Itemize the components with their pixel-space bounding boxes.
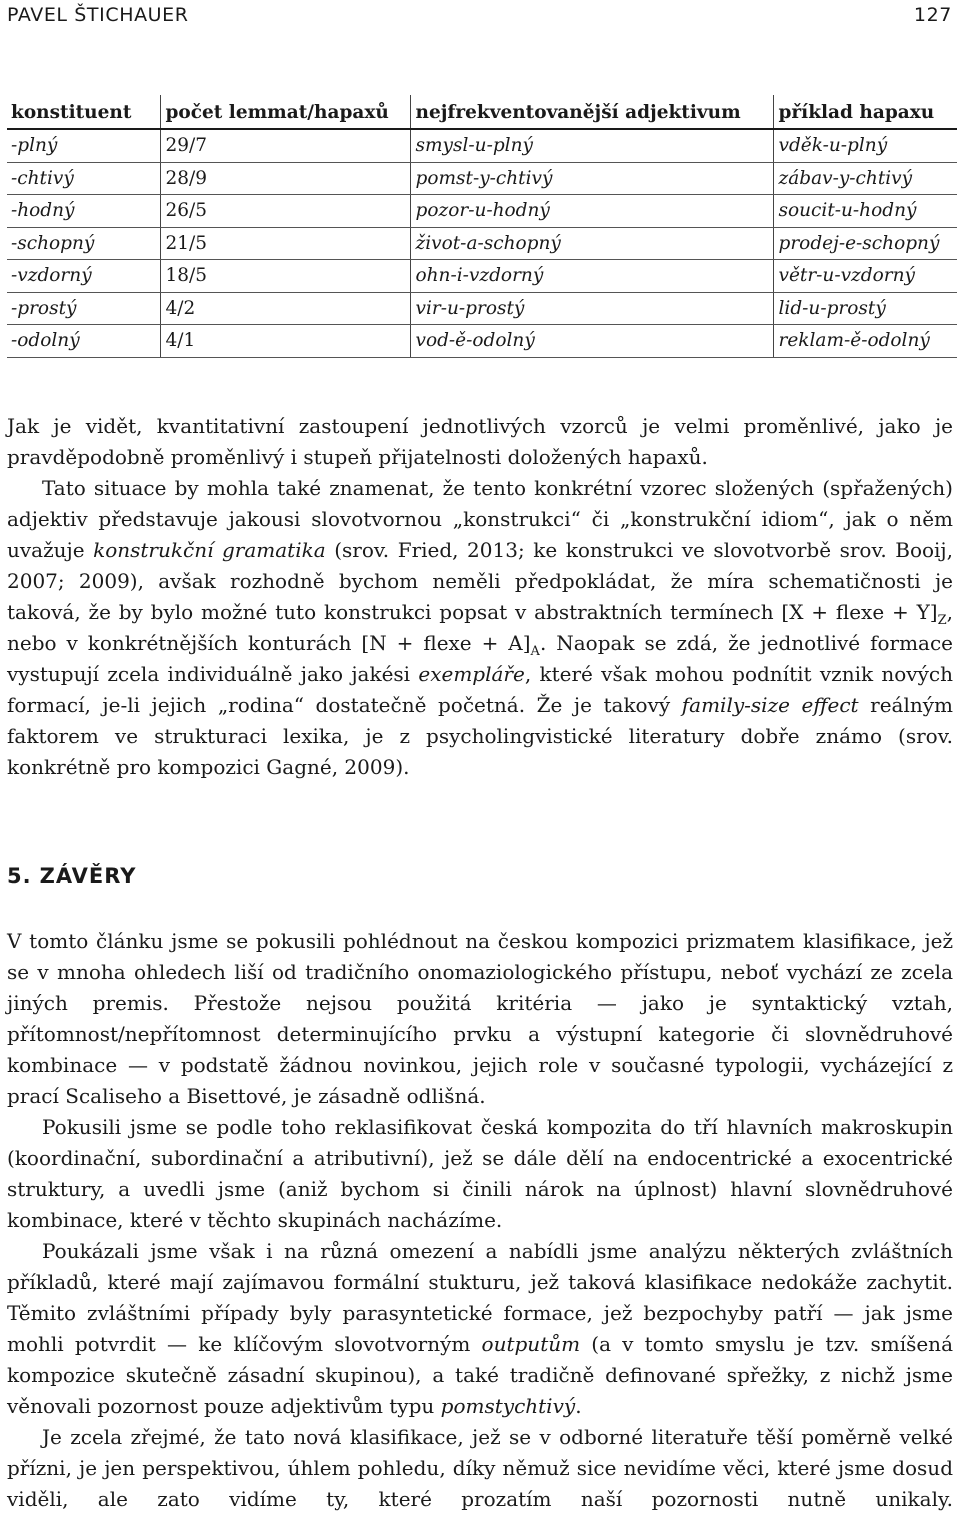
table-cell-frequent: smysl-u-plný <box>410 129 773 162</box>
table-row <box>7 292 957 325</box>
column-header-constituent: konstituent <box>7 95 160 129</box>
table-cell-constituent: -prostý <box>7 292 160 325</box>
table-cell-hapax: lid-u-prostý <box>773 292 957 325</box>
subscript: Z <box>937 613 947 628</box>
compound-adjective-table <box>7 95 957 358</box>
paragraph: Jak je vidět, kvantitativní zastoupení jednotlivých vzorců je velmi proměnlivé, jako je pravděpodobně proměnlivý i stupeň přijatelnosti doložených hapaxů. <box>7 414 953 469</box>
table-cell-constituent: -chtivý <box>7 162 160 195</box>
text-run: . <box>575 1394 582 1418</box>
table-cell-frequent: pomst-y-chtivý <box>410 162 773 195</box>
text-run: (a v tomto smyslu je tzv. smíšená kompozice skutečně zásadní skupinou), a také tradičně definované spřežky, z nichž jsme věnovali pozornost pouze adjektivům typu <box>7 1332 953 1418</box>
subscript: A <box>530 644 540 659</box>
table-cell-hapax: soucit-u-hodný <box>773 195 957 228</box>
table-cell-hapax: zábav-y-chtivý <box>773 162 957 195</box>
text-run: , nebo v konkrétnějších konturách [N + flexe + A] <box>7 600 953 655</box>
text-run: reálným faktorem ve strukturaci lexika, je z psycholingvistické literatury dobře známo (srov. konkrétně pro kompozici Gagné, 2009). <box>7 693 953 779</box>
column-header-most-frequent: nejfrekventovanější adjektivum <box>410 95 773 129</box>
emphasis: family-size effect <box>681 693 859 717</box>
table-cell-constituent: -hodný <box>7 195 160 228</box>
table-cell-count: 4/2 <box>160 292 410 325</box>
paragraph: Pokusili jsme se podle toho reklasifikovat česká kompozita do tří hlavních makroskupin (koordinační, subordinační a atributivní), jež se dále dělí na endocentrické a exocentrické struktury, a uvedli jsme (aniž bychom si činili nárok na úplnost) hlavní slovnědruhové kombinace, které v těchto skupinách nacházíme. <box>7 1115 953 1232</box>
table-cell-count: 26/5 <box>160 195 410 228</box>
body-text-block <box>7 411 953 783</box>
table-cell-hapax: vděk-u-plný <box>773 129 957 162</box>
emphasis: outputům <box>481 1332 581 1356</box>
table-cell-frequent: ohn-i-vzdorný <box>410 260 773 293</box>
table-cell-hapax: reklam-ě-odolný <box>773 325 957 358</box>
running-head <box>7 4 952 28</box>
table-row <box>7 260 957 293</box>
table-cell-constituent: -schopný <box>7 227 160 260</box>
column-header-lemma-count: počet lemmat/hapaxů <box>160 95 410 129</box>
section-title: ZÁVĚRY <box>39 864 137 888</box>
table-cell-constituent: -plný <box>7 129 160 162</box>
table-row <box>7 162 957 195</box>
page-number: 127 <box>913 4 952 26</box>
table-cell-hapax: větr-u-vzdorný <box>773 260 957 293</box>
column-header-hapax-example: příklad hapaxu <box>773 95 957 129</box>
table-cell-frequent: vod-ě-odolný <box>410 325 773 358</box>
paragraph: Je zcela zřejmé, že tato nová klasifikace, jež se v odborné literatuře těší poměrně velké přízni, je jen perspektivou, úhlem pohledu, díky němuž sice nevidíme věci, které jsme dosud viděli, ale zato vidíme ty, které prozatím naší pozornosti nutně unikaly. <box>7 1425 953 1511</box>
table-cell-frequent: život-a-schopný <box>410 227 773 260</box>
emphasis: pomstychtivý <box>440 1394 576 1418</box>
table-cell-count: 4/1 <box>160 325 410 358</box>
table-row <box>7 195 957 228</box>
conclusions-text-block <box>7 926 953 1515</box>
paragraph: V tomto článku jsme se pokusili pohlédnout na českou kompozici prizmatem klasifikace, jež se v mnoha ohledech liší od tradičního onomaziologického přístupu, neboť vychází ze zcela jiných premis. Přestože nejsou použitá kritéria — jako je syntaktický vztah, přítomnost/nepřítomnost determinujícího prvku a výstupní kategorie či slovnědruhové kombinace — v podstatě žádnou novinkou, jejich role v současné typologii, vycházející z prací Scaliseho a Bisettové, je zásadně odlišná. <box>7 929 953 1108</box>
table-row <box>7 129 957 162</box>
table-cell-hapax: prodej-e-schopný <box>773 227 957 260</box>
text-run: Poukázali jsme však i na různá omezení a nabídli jsme analýzu některých zvláštních příkladů, které mají zajímavou formální stukturu, jež taková klasifikace nedokáže zachytit. Těmito zvláštními případy byly parasyntetické formace, jež bezpochyby patří — jak jsme mohli potvrdit — ke klíčovým slovotvorným <box>7 1239 953 1356</box>
table-row <box>7 325 957 358</box>
section-number: 5. <box>7 864 32 888</box>
table-cell-count: 29/7 <box>160 129 410 162</box>
section-heading <box>7 864 136 888</box>
table-cell-count: 18/5 <box>160 260 410 293</box>
text-run: . Naopak se zdá, že jednotlivé formace vystupují zcela individuálně jako jakési <box>7 631 954 686</box>
table-row <box>7 227 957 260</box>
table-cell-count: 21/5 <box>160 227 410 260</box>
paragraph <box>7 1236 953 1422</box>
table-header-row <box>7 95 957 129</box>
table-cell-count: 28/9 <box>160 162 410 195</box>
text-run: (srov. Fried, 2013; ke konstrukci ve slovotvorbě srov. Booij, 2007; 2009), avšak rozhodně bychom neměli předpokládat, že míra schematičnosti je taková, že by bylo možné tuto konstrukci popsat v abstraktních termínech [X + flexe + Y] <box>7 538 953 624</box>
emphasis: exempláře <box>418 662 525 686</box>
emphasis: konstrukční gramatika <box>93 538 326 562</box>
running-head-author: PAVEL ŠTICHAUER <box>7 4 189 26</box>
text-run: Tato situace by mohla také znamenat, že tento konkrétní vzorec složených (spřažených) adjektiv představuje jakousi slovotvornou „konstrukci“ či „konstrukční idiom“, jak o něm uvažuje <box>7 476 953 562</box>
table-cell-frequent: vir-u-prostý <box>410 292 773 325</box>
table-cell-constituent: -vzdorný <box>7 260 160 293</box>
table-cell-frequent: pozor-u-hodný <box>410 195 773 228</box>
paragraph <box>7 473 953 783</box>
table-cell-constituent: -odolný <box>7 325 160 358</box>
text-run: , které však mohou podnítit vznik nových formací, je-li jejich „rodina“ dostatečně početná. Že je takový <box>7 662 953 717</box>
